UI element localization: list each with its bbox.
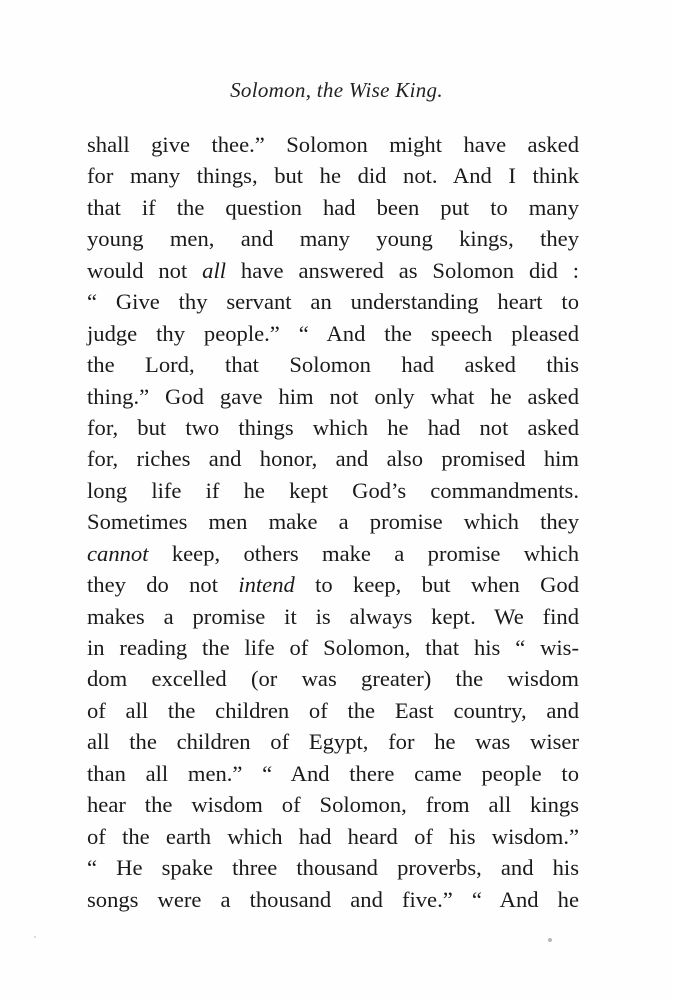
text-segment: have answered as Solomon did :: [226, 257, 579, 283]
text-segment: keep, others make a promise which: [148, 540, 579, 566]
text-segment: dom excelled (or was greater) the wisdom: [87, 666, 579, 692]
text-segment: young men, and many young kings, they: [87, 226, 579, 252]
text-segment: the Lord, that Solomon had asked this: [87, 352, 579, 378]
text-line: [87, 726, 579, 757]
text-segment: for, but two things which he had not asked: [87, 414, 579, 440]
text-segment: would not: [87, 257, 203, 283]
text-segment: all the children of Egypt, for he was wiser: [87, 729, 579, 755]
text-line: [87, 695, 579, 726]
paper-speck: [548, 938, 552, 942]
paper-speck: [34, 936, 36, 938]
text-segment: songs were a thousand and five.” “ And he: [87, 886, 579, 912]
text-segment: in reading the life of Solomon, that his “ wis-: [87, 635, 579, 660]
emphasized-word: intend: [238, 572, 295, 598]
text-segment: for many things, but he did not. And I think: [87, 163, 579, 189]
text-segment: judge thy people.” “ And the speech pleased: [87, 320, 579, 346]
text-segment: to keep, but when God: [294, 572, 579, 598]
text-line: [87, 538, 579, 569]
emphasized-word: cannot: [87, 540, 149, 566]
text-line: [87, 129, 579, 160]
text-line: [87, 160, 579, 191]
text-segment: hear the wisdom of Solomon, from all kings: [87, 792, 579, 818]
text-line: [87, 758, 579, 789]
text-line: [87, 475, 579, 506]
text-line: [87, 601, 579, 632]
text-line: [87, 789, 579, 820]
text-segment: than all men.” “ And there came people to: [87, 760, 579, 786]
text-line: [87, 663, 579, 694]
running-header: Solomon, the Wise King.: [230, 78, 443, 102]
text-line: [87, 192, 579, 223]
text-line: [87, 286, 579, 317]
text-line: [87, 506, 579, 537]
text-line: [87, 318, 579, 349]
emphasized-word: all: [202, 257, 227, 283]
text-line: [87, 349, 579, 380]
text-segment: long life if he kept God’s commandments.: [87, 477, 579, 503]
text-line: [87, 632, 579, 663]
text-segment: of the earth which had heard of his wisdom.”: [87, 823, 579, 849]
text-line: [87, 381, 579, 412]
body-text: [87, 129, 579, 915]
text-line: [87, 852, 579, 883]
text-segment: that if the question had been put to many: [87, 194, 579, 220]
text-segment: for, riches and honor, and also promised him: [87, 446, 579, 472]
text-segment: “ He spake three thousand proverbs, and his: [87, 855, 579, 881]
text-segment: shall give thee.” Solomon might have asked: [87, 132, 579, 157]
text-segment: they do not: [87, 572, 239, 598]
text-segment: makes a promise it is always kept. We find: [87, 603, 579, 629]
text-segment: of all the children of the East country, and: [87, 697, 579, 723]
text-line: [87, 884, 579, 915]
text-line: [87, 412, 579, 443]
text-line: [87, 569, 579, 600]
text-line: [87, 821, 579, 852]
text-line: [87, 223, 579, 254]
text-line: [87, 255, 579, 286]
text-line: [87, 443, 579, 474]
text-segment: Sometimes men make a promise which they: [87, 509, 579, 535]
text-segment: “ Give thy servant an understanding heart to: [87, 289, 579, 315]
text-segment: thing.” God gave him not only what he asked: [87, 383, 579, 409]
